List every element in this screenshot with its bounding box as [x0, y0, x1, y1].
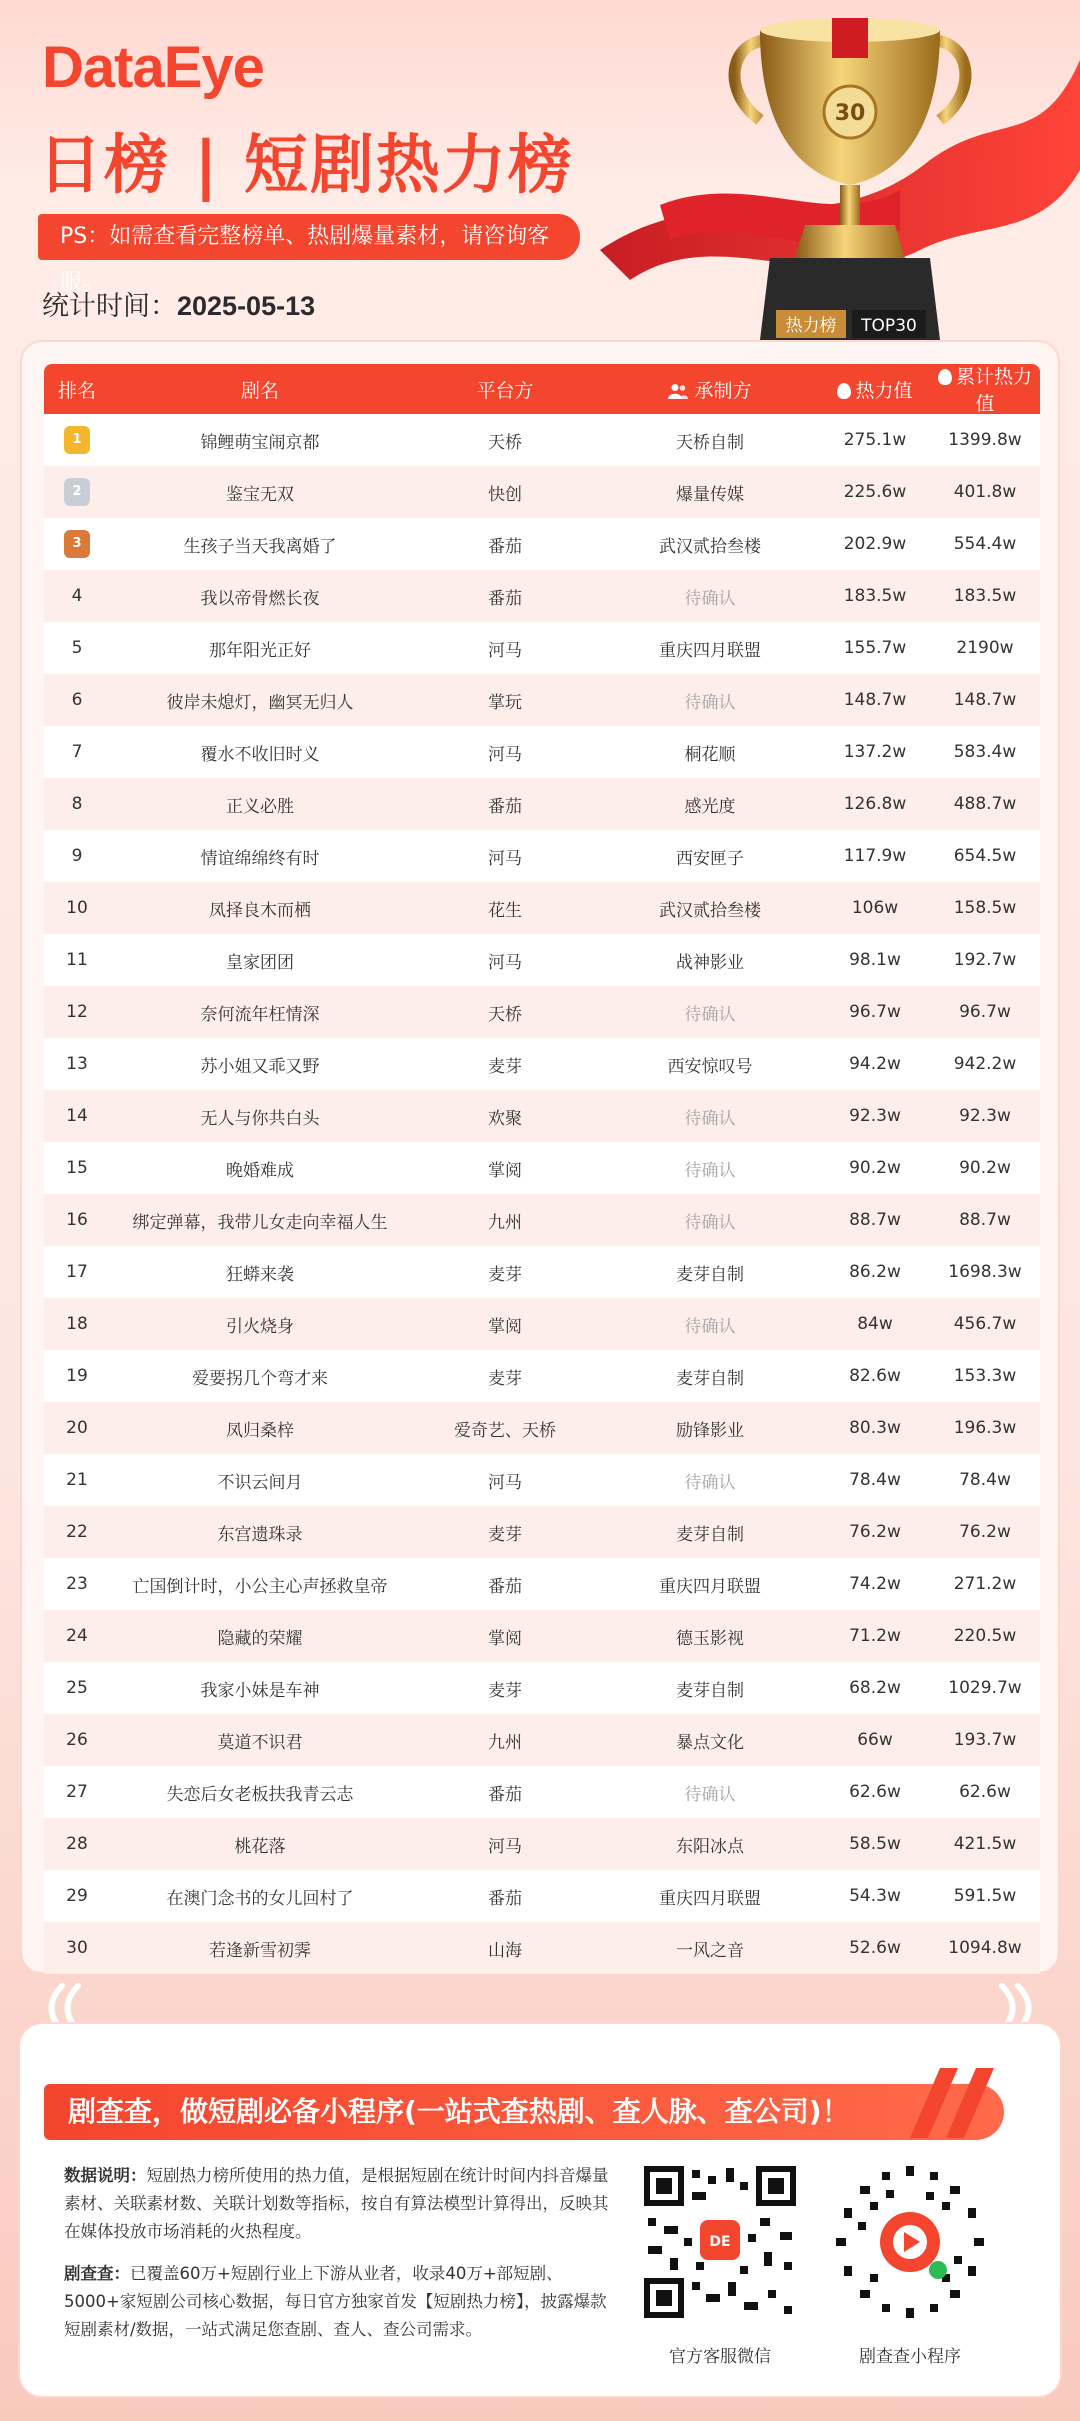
- producer-cell: 感光度: [684, 796, 736, 817]
- trophy-left-label: 热力榜: [785, 316, 837, 336]
- rank-cell: 7: [71, 742, 83, 762]
- total-heat-cell: 591.5w: [953, 1886, 1017, 1906]
- total-heat-cell: 78.4w: [959, 1470, 1011, 1490]
- total-heat-cell: 153.3w: [953, 1366, 1017, 1386]
- table-row[interactable]: [44, 570, 1040, 622]
- platform-cell: 番茄: [488, 1784, 522, 1805]
- table-row[interactable]: [44, 622, 1040, 674]
- person-icon: [668, 383, 688, 399]
- platform-cell: 河马: [488, 1472, 522, 1493]
- platform-cell: 九州: [488, 1732, 522, 1753]
- footer-card: [20, 2024, 1060, 2396]
- total-heat-cell: 220.5w: [953, 1626, 1017, 1646]
- rank-cell: 17: [66, 1262, 88, 1282]
- heat-cell: 66w: [857, 1730, 893, 1750]
- rank-cell: 30: [66, 1938, 88, 1958]
- drama-cell: 晚婚难成: [226, 1160, 294, 1181]
- table-row[interactable]: [44, 1350, 1040, 1402]
- page-title: 日榜 | 短剧热力榜: [38, 129, 574, 203]
- rank-cell: 20: [66, 1418, 88, 1438]
- table-row[interactable]: [44, 1298, 1040, 1350]
- heat-cell: 52.6w: [849, 1938, 901, 1958]
- desc2-label: 剧查查：: [64, 2264, 130, 2283]
- producer-cell: 待确认: [684, 1212, 736, 1233]
- total-heat-cell: 421.5w: [953, 1834, 1017, 1854]
- table-row[interactable]: [44, 414, 1040, 466]
- total-heat-cell: 2190w: [956, 638, 1014, 658]
- platform-cell: 掌阅: [488, 1160, 522, 1181]
- heat-cell: 117.9w: [843, 846, 907, 866]
- platform-cell: 麦芽: [488, 1368, 522, 1389]
- table-row[interactable]: [44, 778, 1040, 830]
- stat-time: [42, 284, 315, 323]
- trophy-illustration: [600, 0, 1080, 340]
- wechat-qr-code[interactable]: [640, 2162, 800, 2322]
- heat-cell: 106w: [851, 898, 899, 918]
- platform-cell: 麦芽: [488, 1264, 522, 1285]
- platform-cell: 河马: [488, 848, 522, 869]
- total-heat-cell: 196.3w: [953, 1418, 1017, 1438]
- platform-cell: 河马: [488, 744, 522, 765]
- heat-cell: 54.3w: [849, 1886, 901, 1906]
- heat-cell: 74.2w: [849, 1574, 901, 1594]
- rank-cell: 15: [66, 1158, 88, 1178]
- platform-cell: 快创: [488, 484, 522, 505]
- rank-cell: 19: [66, 1366, 88, 1386]
- drama-cell: 苏小姐又乖又野: [200, 1056, 320, 1077]
- producer-cell: 励锋影业: [676, 1420, 744, 1441]
- rank-cell: 16: [66, 1210, 88, 1230]
- drama-cell: 失恋后女老板扶我青云志: [166, 1784, 354, 1805]
- table-row[interactable]: [44, 1922, 1040, 1974]
- footer-banner: 剧查查，做短剧必备小程序(一站式查热剧、查人脉、查公司)！: [44, 2084, 1004, 2140]
- rank-cell: 11: [66, 950, 88, 970]
- ranking-table: [44, 364, 1040, 1974]
- rank-cell: 6: [71, 690, 83, 710]
- producer-cell: 桐花顺: [684, 744, 736, 765]
- producer-cell: 待确认: [684, 1108, 736, 1129]
- producer-cell: 待确认: [684, 1004, 736, 1025]
- footer-description: [64, 2162, 620, 2344]
- heat-cell: 90.2w: [849, 1158, 901, 1178]
- table-row[interactable]: [44, 1662, 1040, 1714]
- platform-cell: 欢聚: [488, 1108, 522, 1129]
- platform-cell: 番茄: [488, 536, 522, 557]
- heat-cell: 80.3w: [849, 1418, 901, 1438]
- rank-cell: 24: [66, 1626, 88, 1646]
- table-header: [44, 364, 1040, 414]
- rank-cell: 21: [66, 1470, 88, 1490]
- rank-cell: 13: [66, 1054, 88, 1074]
- drama-cell: 绑定弹幕，我带儿女走向幸福人生: [132, 1212, 388, 1233]
- producer-cell: 重庆四月联盟: [659, 640, 761, 661]
- producer-cell: 德玉影视: [676, 1628, 744, 1649]
- heat-cell: 155.7w: [843, 638, 907, 658]
- miniprogram-qr-caption: 剧查查小程序: [859, 2347, 961, 2367]
- platform-cell: 番茄: [488, 796, 522, 817]
- gold-medal-icon: 1: [64, 426, 90, 454]
- drama-cell: 鉴宝无双: [226, 484, 294, 505]
- heat-cell: 62.6w: [849, 1782, 901, 1802]
- platform-cell: 九州: [488, 1212, 522, 1233]
- rank-cell: [44, 478, 110, 506]
- total-heat-cell: 88.7w: [959, 1210, 1011, 1230]
- platform-cell: 河马: [488, 640, 522, 661]
- rank-cell: 28: [66, 1834, 88, 1854]
- producer-cell: 麦芽自制: [676, 1524, 744, 1545]
- platform-cell: 麦芽: [488, 1680, 522, 1701]
- total-heat-cell: 456.7w: [953, 1314, 1017, 1334]
- producer-cell: 麦芽自制: [676, 1368, 744, 1389]
- drama-cell: 我以帝骨燃长夜: [200, 588, 320, 609]
- platform-cell: 山海: [488, 1940, 522, 1961]
- platform-cell: 天桥: [488, 432, 522, 453]
- rank-cell: 22: [66, 1522, 88, 1542]
- header-rank: 排名: [57, 379, 96, 402]
- drama-cell: 莫道不识君: [217, 1732, 303, 1753]
- rank-cell: 8: [71, 794, 83, 814]
- deco-stripes-icon: [900, 2060, 1000, 2140]
- heat-cell: 98.1w: [849, 950, 901, 970]
- table-row[interactable]: [44, 1610, 1040, 1662]
- table-row[interactable]: [44, 986, 1040, 1038]
- producer-cell: 待确认: [684, 1784, 736, 1805]
- heat-cell: 225.6w: [843, 482, 907, 502]
- drama-cell: 情谊绵绵终有时: [200, 848, 320, 869]
- ranking-card: [20, 340, 1060, 1974]
- platform-cell: 掌玩: [488, 692, 522, 713]
- total-heat-cell: 90.2w: [959, 1158, 1011, 1178]
- producer-cell: 战神影业: [676, 952, 744, 973]
- table-row[interactable]: [44, 1766, 1040, 1818]
- drama-cell: 奈何流年枉情深: [200, 1004, 320, 1025]
- drama-cell: 凤归桑梓: [226, 1420, 294, 1441]
- total-heat-cell: 401.8w: [953, 482, 1017, 502]
- drama-cell: 若逢新雪初霁: [209, 1940, 311, 1961]
- total-heat-cell: 158.5w: [953, 898, 1017, 918]
- rank-cell: [44, 530, 110, 558]
- platform-cell: 番茄: [488, 1888, 522, 1909]
- header-heat: [820, 376, 930, 403]
- rank-cell: 14: [66, 1106, 88, 1126]
- producer-cell: 麦芽自制: [676, 1680, 744, 1701]
- drama-cell: 爱要拐几个弯才来: [192, 1368, 328, 1389]
- producer-cell: 待确认: [684, 1160, 736, 1181]
- desc1-text: 短剧热力榜所使用的热力值，是根据短剧在统计时间内抖音爆量素材、关联素材数、关联计划数等指标，按自有算法模型计算得出，反映其在媒体投放市场消耗的火热程度。: [64, 2166, 609, 2241]
- heat-cell: 202.9w: [843, 534, 907, 554]
- header-producer: [600, 376, 820, 403]
- heat-cell: 58.5w: [849, 1834, 901, 1854]
- drama-cell: 桃花落: [234, 1836, 286, 1857]
- drama-cell: 皇家团团: [226, 952, 294, 973]
- drama-cell: 不识云间月: [217, 1472, 303, 1493]
- heat-cell: 92.3w: [849, 1106, 901, 1126]
- drama-cell: 无人与你共白头: [200, 1108, 320, 1129]
- total-heat-cell: 1029.7w: [948, 1678, 1022, 1698]
- header-heat-label: 热力值: [855, 379, 913, 402]
- heat-cell: 78.4w: [849, 1470, 901, 1490]
- total-heat-cell: 192.7w: [953, 950, 1017, 970]
- drama-cell: 锦鲤萌宝闹京都: [200, 432, 320, 453]
- total-heat-cell: 76.2w: [959, 1522, 1011, 1542]
- rank-cell: 29: [66, 1886, 88, 1906]
- platform-cell: 天桥: [488, 1004, 522, 1025]
- total-heat-cell: 1094.8w: [948, 1938, 1022, 1958]
- producer-cell: 武汉贰拾叁楼: [659, 900, 761, 921]
- producer-cell: 东阳冰点: [676, 1836, 744, 1857]
- platform-cell: 番茄: [488, 588, 522, 609]
- platform-cell: 掌阅: [488, 1628, 522, 1649]
- table-row[interactable]: [44, 1402, 1040, 1454]
- total-heat-cell: 62.6w: [959, 1782, 1011, 1802]
- desc2-text: 已覆盖60万+短剧行业上下游从业者，收录40万+部短剧、5000+家短剧公司核心数据，每日官方独家首发【短剧热力榜】，披露爆款短剧素材/数据，一站式满足您查剧、查人、查公司需求。: [64, 2264, 607, 2339]
- producer-cell: 爆量传媒: [676, 484, 744, 505]
- trophy-badge: 30: [834, 101, 866, 126]
- ps-note: PS：如需查看完整榜单、热剧爆量素材，请咨询客服。: [38, 214, 580, 260]
- heat-cell: 137.2w: [843, 742, 907, 762]
- table-row[interactable]: [44, 1506, 1040, 1558]
- platform-cell: 麦芽: [488, 1056, 522, 1077]
- heat-cell: 88.7w: [849, 1210, 901, 1230]
- heat-cell: 94.2w: [849, 1054, 901, 1074]
- heat-cell: 96.7w: [849, 1002, 901, 1022]
- producer-cell: 待确认: [684, 588, 736, 609]
- wechat-qr-caption: 官方客服微信: [669, 2347, 771, 2367]
- header: [0, 0, 1080, 340]
- total-heat-cell: 193.7w: [953, 1730, 1017, 1750]
- heat-cell: 275.1w: [843, 430, 907, 450]
- table-row[interactable]: [44, 934, 1040, 986]
- table-row[interactable]: [44, 1818, 1040, 1870]
- producer-cell: 重庆四月联盟: [659, 1888, 761, 1909]
- total-heat-cell: 183.5w: [953, 586, 1017, 606]
- brand-logo: DataEye: [42, 35, 264, 100]
- miniprogram-qr-code[interactable]: [830, 2162, 990, 2322]
- stat-date: 2025-05-13: [177, 291, 316, 321]
- heat-cell: 183.5w: [843, 586, 907, 606]
- producer-cell: 西安惊叹号: [667, 1056, 753, 1077]
- producer-cell: 天桥自制: [676, 432, 744, 453]
- table-row[interactable]: [44, 1194, 1040, 1246]
- table-row[interactable]: [44, 518, 1040, 570]
- header-total: [930, 362, 1040, 416]
- heat-cell: 86.2w: [849, 1262, 901, 1282]
- producer-cell: 重庆四月联盟: [659, 1576, 761, 1597]
- table-row[interactable]: [44, 1142, 1040, 1194]
- producer-cell: 待确认: [684, 1472, 736, 1493]
- producer-cell: 一风之音: [676, 1940, 744, 1961]
- heat-cell: 82.6w: [849, 1366, 901, 1386]
- drama-cell: 彼岸未熄灯，幽冥无归人: [166, 692, 354, 713]
- table-row[interactable]: [44, 882, 1040, 934]
- rank-cell: 4: [71, 586, 83, 606]
- table-row[interactable]: [44, 1870, 1040, 1922]
- fire-icon: [837, 383, 851, 399]
- drama-cell: 生孩子当天我离婚了: [183, 536, 337, 557]
- total-heat-cell: 488.7w: [953, 794, 1017, 814]
- table-row[interactable]: [44, 1246, 1040, 1298]
- rank-cell: 26: [66, 1730, 88, 1750]
- drama-cell: 引火烧身: [226, 1316, 294, 1337]
- total-heat-cell: 96.7w: [959, 1002, 1011, 1022]
- drama-cell: 覆水不收旧时义: [200, 744, 320, 765]
- heat-cell: 71.2w: [849, 1626, 901, 1646]
- platform-cell: 爱奇艺、天桥: [454, 1420, 556, 1441]
- total-heat-cell: 148.7w: [953, 690, 1017, 710]
- table-row[interactable]: [44, 1714, 1040, 1766]
- drama-cell: 正义必胜: [226, 796, 294, 817]
- rank-cell: 25: [66, 1678, 88, 1698]
- trophy-right-label: TOP30: [861, 316, 917, 336]
- bronze-medal-icon: 3: [64, 530, 90, 558]
- total-heat-cell: 1698.3w: [948, 1262, 1022, 1282]
- platform-cell: 麦芽: [488, 1524, 522, 1545]
- drama-cell: 隐藏的荣耀: [217, 1628, 303, 1649]
- rank-cell: 10: [66, 898, 88, 918]
- heat-cell: 148.7w: [843, 690, 907, 710]
- svg-text:DE: DE: [709, 2234, 731, 2250]
- total-heat-cell: 942.2w: [953, 1054, 1017, 1074]
- platform-cell: 河马: [488, 952, 522, 973]
- rank-cell: [44, 426, 110, 454]
- total-heat-cell: 554.4w: [953, 534, 1017, 554]
- platform-cell: 花生: [488, 900, 522, 921]
- drama-cell: 东宫遗珠录: [217, 1524, 303, 1545]
- producer-cell: 麦芽自制: [676, 1264, 744, 1285]
- header-total-label: 累计热力值: [955, 366, 1032, 415]
- fire-icon: [938, 369, 952, 385]
- header-platform: 平台方: [476, 379, 534, 402]
- producer-cell: 待确认: [684, 1316, 736, 1337]
- table-row[interactable]: [44, 466, 1040, 518]
- drama-cell: 我家小妹是车神: [200, 1680, 320, 1701]
- stat-label: 统计时间：: [42, 291, 177, 322]
- desc1-label: 数据说明：: [64, 2166, 147, 2185]
- total-heat-cell: 654.5w: [953, 846, 1017, 866]
- rank-cell: 27: [66, 1782, 88, 1802]
- total-heat-cell: 271.2w: [953, 1574, 1017, 1594]
- drama-cell: 狂蟒来袭: [226, 1264, 294, 1285]
- table-row[interactable]: [44, 674, 1040, 726]
- table-row[interactable]: [44, 830, 1040, 882]
- platform-cell: 掌阅: [488, 1316, 522, 1337]
- drama-cell: 亡国倒计时，小公主心声拯救皇帝: [132, 1576, 388, 1597]
- total-heat-cell: 1399.8w: [948, 430, 1022, 450]
- producer-cell: 西安匣子: [676, 848, 744, 869]
- rank-cell: 23: [66, 1574, 88, 1594]
- heat-cell: 68.2w: [849, 1678, 901, 1698]
- producer-cell: 待确认: [684, 692, 736, 713]
- drama-cell: 凤择良木而栖: [209, 900, 311, 921]
- heat-cell: 76.2w: [849, 1522, 901, 1542]
- platform-cell: 番茄: [488, 1576, 522, 1597]
- table-row[interactable]: [44, 1454, 1040, 1506]
- rank-cell: 12: [66, 1002, 88, 1022]
- producer-cell: 暴点文化: [676, 1732, 744, 1753]
- table-row[interactable]: [44, 1558, 1040, 1610]
- total-heat-cell: 583.4w: [953, 742, 1017, 762]
- table-row[interactable]: [44, 726, 1040, 778]
- heat-cell: 126.8w: [843, 794, 907, 814]
- drama-cell: 那年阳光正好: [209, 640, 311, 661]
- rank-cell: 9: [71, 846, 83, 866]
- header-producer-label: 承制方: [694, 379, 752, 402]
- table-body: [44, 414, 1040, 1974]
- header-drama: 剧名: [240, 379, 279, 402]
- total-heat-cell: 92.3w: [959, 1106, 1011, 1126]
- platform-cell: 河马: [488, 1836, 522, 1857]
- rank-cell: 18: [66, 1314, 88, 1334]
- rank-cell: 5: [71, 638, 83, 658]
- table-row[interactable]: [44, 1090, 1040, 1142]
- silver-medal-icon: 2: [64, 478, 90, 506]
- heat-cell: 84w: [857, 1314, 893, 1334]
- table-row[interactable]: [44, 1038, 1040, 1090]
- drama-cell: 在澳门念书的女儿回村了: [166, 1888, 354, 1909]
- producer-cell: 武汉贰拾叁楼: [659, 536, 761, 557]
